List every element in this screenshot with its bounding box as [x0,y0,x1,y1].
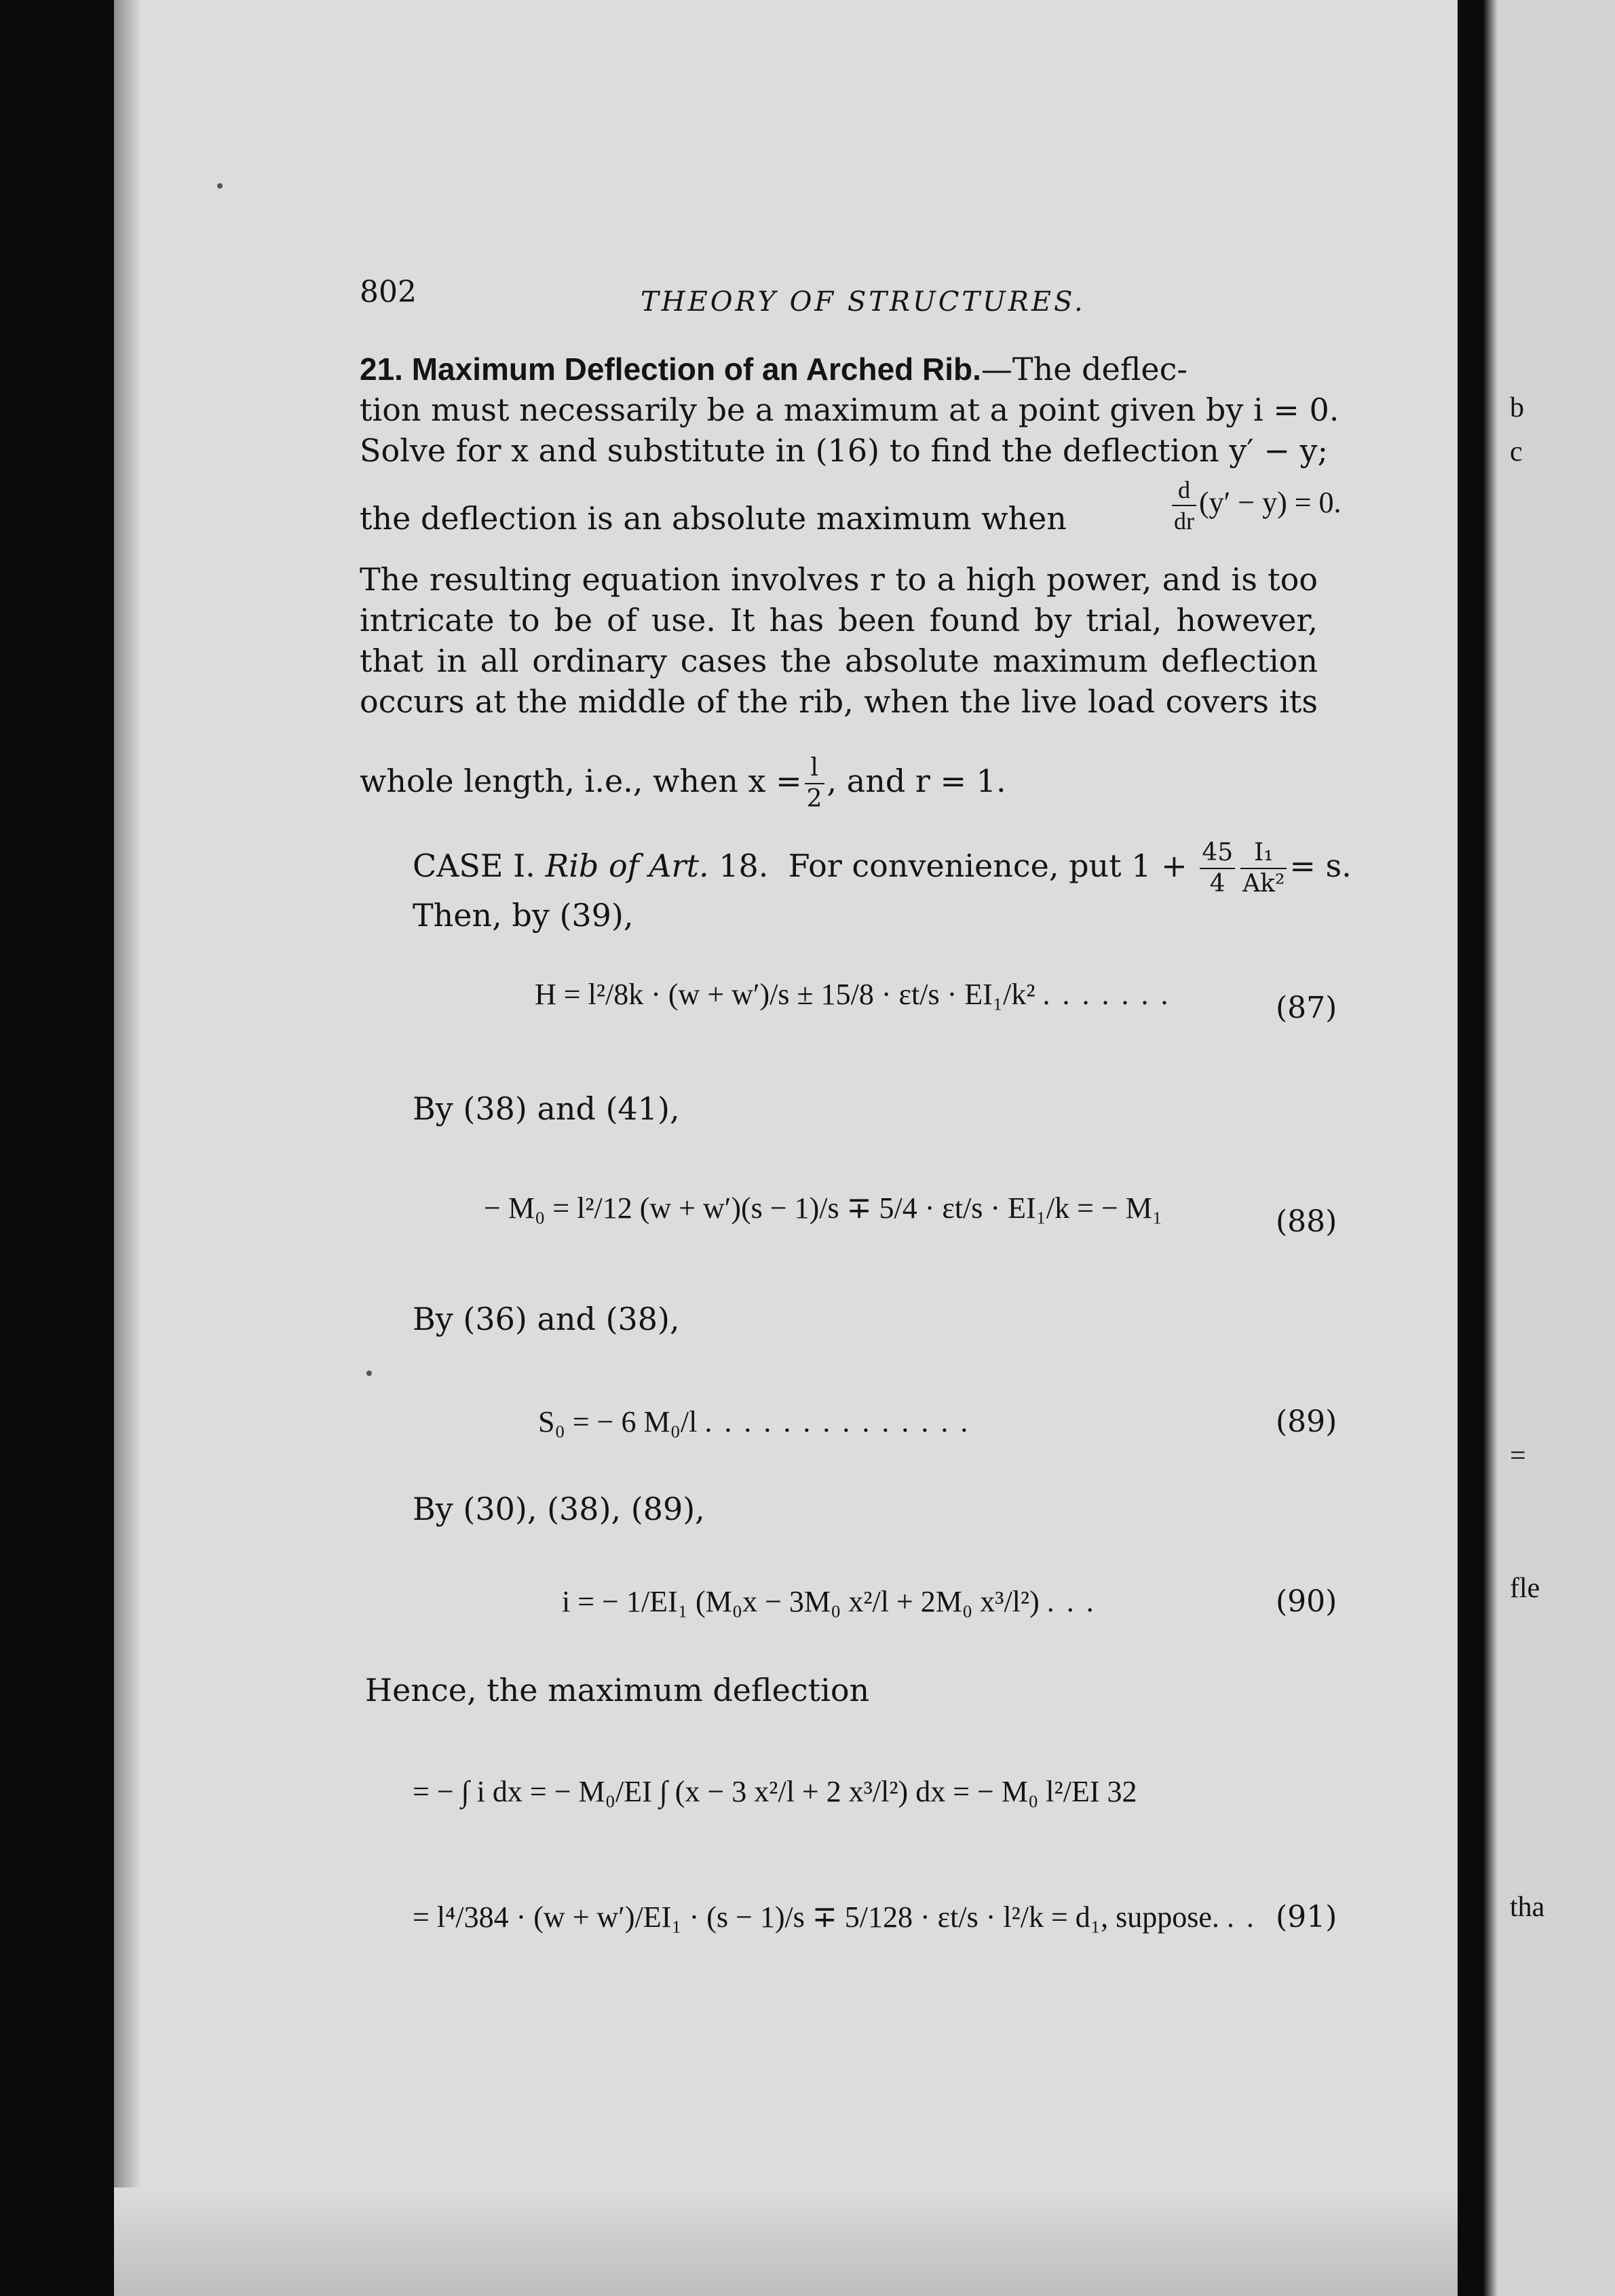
paragraph-line: Hence, the maximum deflection [365,1672,870,1708]
facing-page-fragment: = [1510,1440,1526,1472]
facing-page-edge [1483,0,1615,2296]
equation-88: − M₀ = l²/12 (w + w′)(s − 1)/s ∓ 5/4 · εt/s · EI₁/k = − M₁ [484,1191,1163,1225]
equation-91: = l⁴/384 · (w + w′)/EI₁ · (s − 1)/s ∓ 5/128 · εt/s · l²/k = d₁, suppose. .. [413,1900,1266,1934]
paragraph-line: By (36) and (38), [413,1301,680,1337]
page-number: 802 [360,275,417,309]
paragraph-line: whole length, i.e., when x = $\frac{l}{2}$ , and r = 1. [360,754,1006,813]
paragraph-line: occurs at the middle of the rib, when the live load covers its [360,683,1318,720]
gutter-shadow [1483,0,1498,2296]
facing-page-fragment: b [1510,392,1524,423]
equation-number: (87) [1276,991,1337,1025]
equation-number: (90) [1276,1584,1337,1619]
equation-87: H = l²/8k · (w + w′)/s ± 15/8 · εt/s · EI₁/k² ....... [535,978,1181,1011]
derivative-expression: $\frac{d}{dr}$ (y′ − y) = 0. [1169,475,1342,536]
equation-number: (89) [1276,1404,1337,1439]
equation-90: i = − 1/EI₁ (M₀x − 3M₀ x²/l + 2M₀ x³/l²) ... [562,1585,1106,1618]
equation-number: (88) [1276,1204,1337,1239]
heading-continuation: —The deflec- [981,351,1188,387]
facing-page-fragment: fle [1510,1573,1540,1604]
derivative-fraction: $\frac{d}{dr}$ [1172,475,1196,536]
dust-speck [366,1371,372,1376]
l-over-2-fraction: $\frac{l}{2}$ [805,753,824,814]
paragraph-line: the deflection is an absolute maximum when [360,500,1067,537]
equation-89: S₀ = − 6 M₀/l .............. [538,1405,981,1438]
facing-page-fragment: c [1510,436,1523,467]
page-edge-shadow [114,0,141,2296]
section-21-first-line [360,349,1445,389]
equation-number: (91) [1276,1900,1337,1934]
paragraph-line: By (30), (38), (89), [413,1491,705,1527]
dust-speck [217,183,223,189]
book-page [114,0,1458,2296]
running-head: THEORY OF STRUCTURES. [641,286,1086,318]
facing-page-fragment: tha [1510,1892,1545,1923]
paragraph-line: Then, by (39), [413,897,634,934]
paragraph-line: tion must necessarily be a maximum at a point given by i = 0. [360,391,1340,428]
paragraph-line: intricate to be of use. It has been found by trial, however, [360,602,1318,638]
paragraph-line: Solve for x and substitute in (16) to find the deflection y′ − y; [360,432,1329,469]
paragraph-line: By (38) and (41), [413,1090,680,1127]
case-one-line: CASE I. Rib of Art. 18. For convenience, put 1 + $\frac{45}{4}$ $\frac{\text{I₁}}{\text{Ak²}}$ = s. [413,839,1352,898]
page-bottom-shadow [114,2187,1458,2296]
paragraph-line: The resulting equation involves r to a high power, and is too [360,561,1318,598]
section-heading: 21. Maximum Deflection of an Arched Rib. [360,351,981,387]
paragraph-line: that in all ordinary cases the absolute maximum deflection [360,643,1318,679]
deflection-integral: = − ∫ i dx = − M₀/EI ∫ (x − 3 x²/l + 2 x³/l²) dx = − M₀ l²/EI 32 [413,1775,1137,1808]
